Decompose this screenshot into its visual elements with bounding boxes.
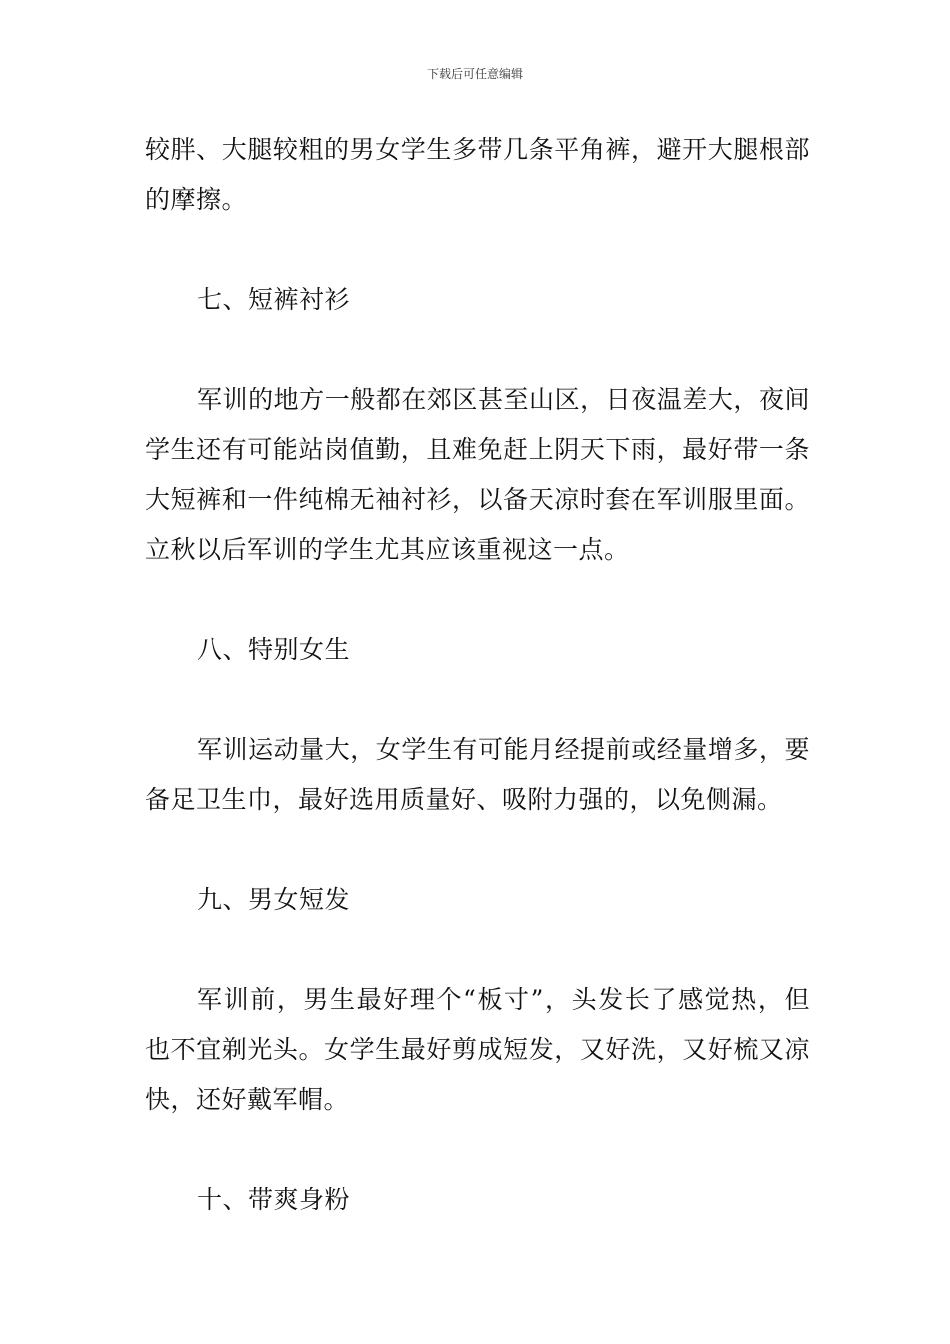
section-body-9: 军训前，男生最好理个“板寸”，头发长了感觉热，但也不宜剃光头。女学生最好剪成短发，又好洗，又好梳又凉快，还好戴军帽。 [145, 985, 810, 1114]
section-heading-9: 九、男女短发 [197, 885, 351, 914]
page-header-note: 下载后可任意编辑 [426, 67, 523, 81]
section-body-8: 军训运动量大，女学生有可能月经提前或经量增多，要备足卫生巾，最好选用质量好、吸附力强的，以免侧漏。 [145, 735, 810, 814]
section-body-7: 军训的地方一般都在郊区甚至山区，日夜温差大，夜间学生还有可能站岗值勤，且难免赶上阴天下雨，最好带一条大短裤和一件纯棉无袖衬衫，以备天凉时套在军训服里面。立秋以后军训的学生尤其应该重视这一点。 [145, 385, 810, 564]
section-heading-10: 十、带爽身粉 [197, 1185, 351, 1214]
section-heading-7: 七、短裤衬衫 [197, 285, 351, 314]
document-body [145, 125, 810, 1225]
section-heading-8: 八、特别女生 [197, 635, 351, 664]
continued-paragraph: 较胖、大腿较粗的男女学生多带几条平角裤，避开大腿根部的摩擦。 [145, 135, 810, 214]
